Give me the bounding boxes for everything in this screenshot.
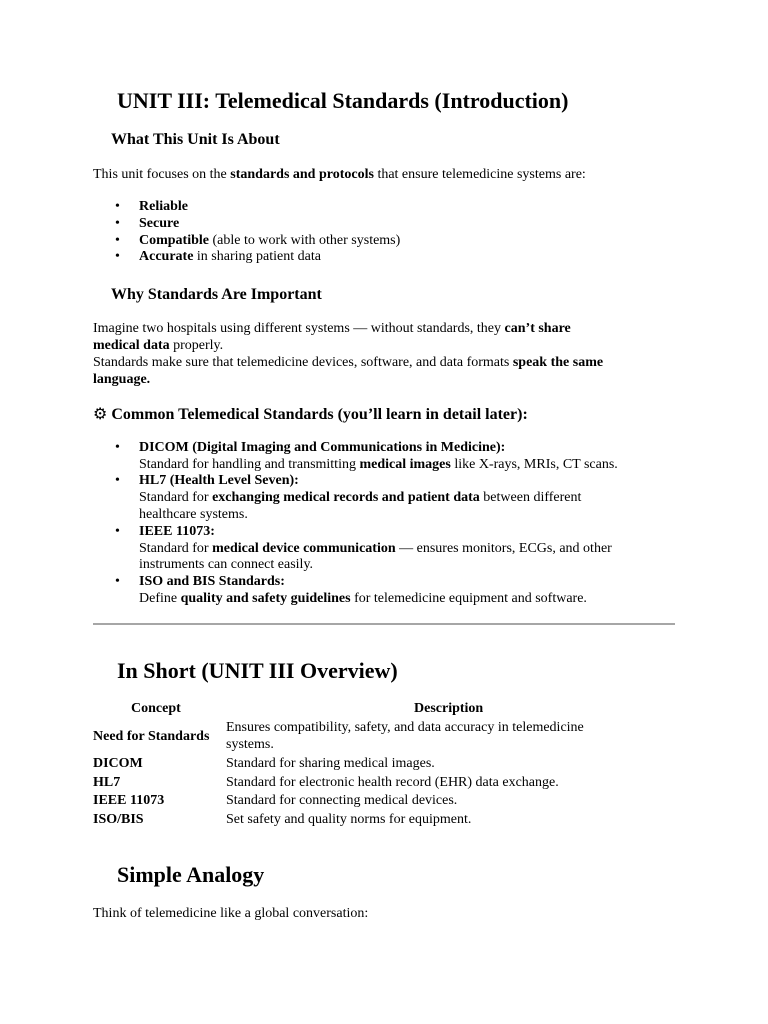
why-bold: can’t share	[504, 321, 571, 336]
standard-desc	[139, 457, 679, 474]
about-intro	[93, 166, 586, 183]
why-text: Imagine two hospitals using different systems — without standards, they	[93, 321, 505, 336]
standard-desc	[139, 490, 679, 507]
analogy-text: Think of telemedicine like a global conversation:	[93, 906, 369, 921]
bullet: •	[115, 440, 120, 455]
list-item-text	[139, 233, 679, 250]
about-intro-text-end: that ensure telemedicine systems are:	[373, 167, 586, 182]
standard-desc-line2: instruments can connect easily.	[139, 557, 314, 572]
standard-desc-bold: exchanging medical records and patient data	[212, 490, 480, 505]
standard-name-text: HL7 (Health Level Seven):	[139, 473, 299, 488]
list-item-text	[139, 199, 679, 216]
standard-desc-text: Standard for	[139, 490, 213, 505]
table-cell-concept: Need for Standards	[93, 729, 210, 744]
section-heading-why: Why Standards Are Important	[111, 286, 322, 303]
list-item-rest: (able to work with other systems)	[209, 233, 401, 248]
why-paragraph-line4	[93, 371, 150, 388]
standard-desc-line2: healthcare systems.	[139, 507, 248, 522]
standard-name-text: IEEE 11073:	[139, 524, 215, 539]
standard-desc-text: Standard for	[139, 541, 213, 556]
about-intro-bold: standards and protocols	[230, 167, 374, 182]
table-header-concept: Concept	[131, 701, 181, 716]
table-cell-description: Ensures compatibility, safety, and data accuracy in telemedicine	[226, 720, 584, 735]
gear-icon: ⚙	[93, 404, 108, 423]
why-paragraph-line1	[93, 320, 571, 337]
standard-name-text: ISO and BIS Standards:	[139, 574, 285, 589]
page-title: UNIT III: Telemedical Standards (Introduction)	[117, 88, 569, 113]
list-item-text	[139, 249, 679, 266]
standard-desc-text: — ensures monitors, ECGs, and other	[395, 541, 612, 556]
standard-desc-bold: medical device communication	[212, 541, 396, 556]
table-cell-description-line2: systems.	[226, 737, 274, 752]
standard-desc-text: for telemedicine equipment and software.	[350, 591, 587, 606]
standard-desc-text: Standard for handling and transmitting	[139, 457, 360, 472]
table-cell-description: Standard for sharing medical images.	[226, 756, 435, 771]
bullet: •	[115, 574, 120, 589]
list-item-bold: Reliable	[139, 199, 188, 214]
why-bold: medical data	[93, 338, 170, 353]
bullet: •	[115, 473, 120, 488]
standard-desc-text: between different	[479, 490, 582, 505]
section-heading-about: What This Unit Is About	[111, 131, 280, 148]
standard-desc-text: like X-rays, MRIs, CT scans.	[450, 457, 618, 472]
bullet: •	[115, 199, 120, 214]
bullet: •	[115, 524, 120, 539]
list-item-bold: Secure	[139, 216, 180, 231]
standard-name	[139, 440, 679, 457]
table-cell-description: Set safety and quality norms for equipment.	[226, 812, 472, 827]
table-cell-concept: IEEE 11073	[93, 793, 165, 808]
table-cell-concept: DICOM	[93, 756, 143, 771]
why-paragraph-line2	[93, 337, 223, 354]
standard-desc-text: Define	[139, 591, 181, 606]
why-bold: language.	[93, 372, 151, 387]
why-text: Standards make sure that telemedicine devices, software, and data formats	[93, 355, 513, 370]
list-item-rest: in sharing patient data	[193, 249, 321, 264]
standard-desc	[139, 541, 679, 558]
bullet: •	[115, 233, 120, 248]
about-intro-text: This unit focuses on the	[93, 167, 231, 182]
horizontal-rule	[93, 623, 675, 625]
table-header-description: Description	[414, 701, 484, 716]
bullet: •	[115, 216, 120, 231]
section-heading-overview: In Short (UNIT III Overview)	[117, 658, 398, 683]
list-item-text	[139, 216, 679, 233]
section-heading-analogy: Simple Analogy	[117, 862, 265, 887]
bullet: •	[115, 249, 120, 264]
table-cell-description: Standard for electronic health record (EHR) data exchange.	[226, 775, 559, 790]
list-item-bold: Accurate	[139, 249, 194, 264]
section-heading-common-text: Common Telemedical Standards (you’ll learn in detail later):	[111, 406, 528, 423]
section-heading-common	[93, 404, 528, 424]
list-item-bold: Compatible	[139, 233, 209, 248]
standard-desc	[139, 591, 679, 608]
standard-desc-bold: quality and safety guidelines	[180, 591, 351, 606]
why-paragraph-line3	[93, 354, 603, 371]
why-text: properly.	[169, 338, 224, 353]
table-cell-concept: ISO/BIS	[93, 812, 144, 827]
standard-desc-bold: medical images	[359, 457, 451, 472]
standard-name	[139, 524, 679, 541]
standard-name	[139, 574, 679, 591]
table-cell-description: Standard for connecting medical devices.	[226, 793, 458, 808]
why-bold: speak the same	[512, 355, 604, 370]
standard-name	[139, 473, 679, 490]
table-cell-concept: HL7	[93, 775, 121, 790]
standard-name-text: DICOM (Digital Imaging and Communications in Medicine):	[139, 440, 506, 455]
